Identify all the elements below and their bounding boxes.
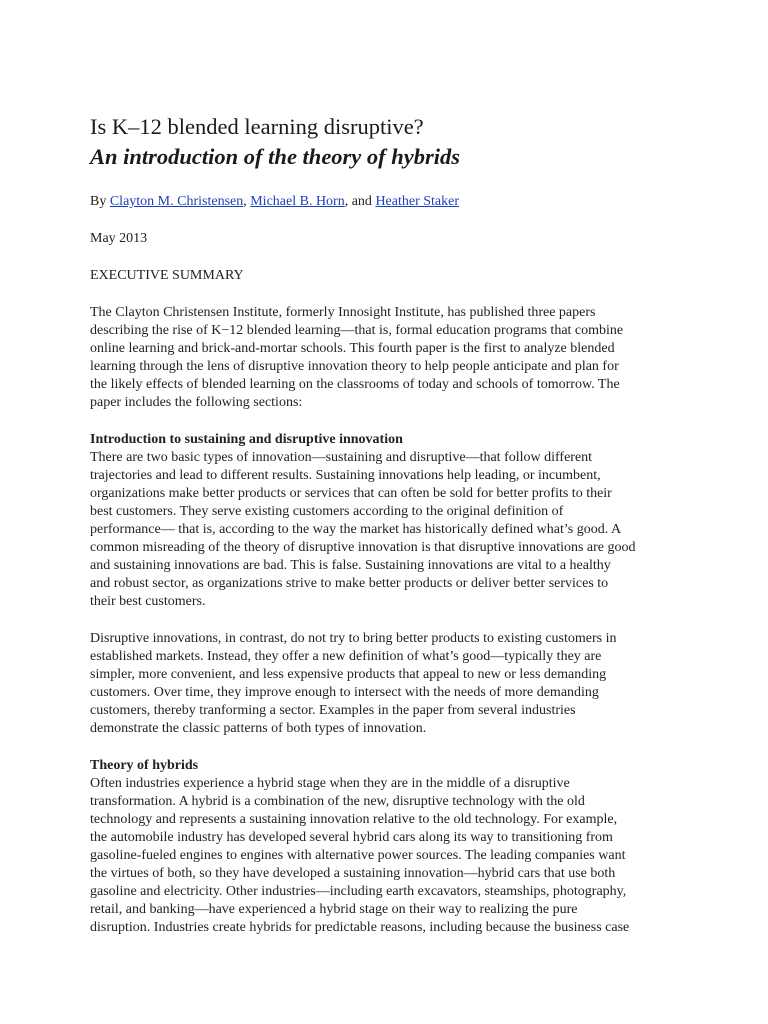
author-link-christensen[interactable]: Clayton M. Christensen [109,194,244,209]
text-line: online learning and brick-and-mortar schools. This fourth paper is the first to analyze blended [90,341,615,356]
byline-separator: , and [344,194,376,209]
text-line: disruption. Industries create hybrids for predictable reasons, including because the business case [90,920,630,935]
section-heading-sustaining-disruptive: Introduction to sustaining and disruptive innovation [90,432,403,447]
text-line: learning through the lens of disruptive innovation theory to help people anticipate and plan for [90,359,619,374]
text-line: the automobile industry has developed several hybrid cars along its way to transitioning from [90,830,613,845]
text-line: their best customers. [90,594,206,609]
text-line: performance— that is, according to the way the market has historically defined what’s good. A [90,522,622,537]
text-line: and robust sector, as organizations strive to make better products or deliver better services to [90,576,609,591]
byline-separator: , [243,194,251,209]
intro-paragraph [90,304,690,412]
text-line: common misreading of the theory of disruptive innovation is that disruptive innovations are good [90,540,636,555]
text-line: the likely effects of blended learning on the classrooms of today and schools of tomorrow. The [90,377,620,392]
text-line: Often industries experience a hybrid stage when they are in the middle of a disruptive [90,776,570,791]
text-line: gasoline-fueled engines to engines with alternative power sources. The leading companies want [90,848,626,863]
text-line: demonstrate the classic patterns of both types of innovation. [90,721,427,736]
byline-prefix: By [90,194,110,209]
page-subtitle: An introduction of the theory of hybrids [90,144,461,169]
text-line: gasoline and electricity. Other industries—including earth excavators, steamships, photography, [90,884,627,899]
text-line: organizations make better products or services that can often be sold for better profits to their [90,486,612,501]
section-heading-theory-of-hybrids: Theory of hybrids [90,758,199,773]
byline [90,193,690,211]
page-title: Is K–12 blended learning disruptive? [90,114,424,139]
text-line: and sustaining innovations are bad. This is false. Sustaining innovations are vital to a healthy [90,558,611,573]
publication-date: May 2013 [90,231,148,246]
text-line: Disruptive innovations, in contrast, do not try to bring better products to existing customers in [90,631,617,646]
author-link-horn[interactable]: Michael B. Horn [250,194,345,209]
text-line: The Clayton Christensen Institute, formerly Innosight Institute, has published three papers [90,305,596,320]
document-page [90,112,690,937]
text-line: describing the rise of K−12 blended learning—that is, formal education programs that combine [90,323,624,338]
text-line: best customers. They serve existing customers according to the original definition of [90,504,564,519]
text-line: technology and represents a sustaining innovation relative to the old technology. For example, [90,812,618,827]
section-label: EXECUTIVE SUMMARY [90,268,244,283]
body-paragraph [90,775,690,937]
text-line: the virtues of both, so they have developed a sustaining innovation—hybrid cars that use both [90,866,616,881]
text-line: simpler, more convenient, and less expensive products that appeal to new or less demanding [90,667,607,682]
text-line: paper includes the following sections: [90,395,303,410]
text-line: transformation. A hybrid is a combination of the new, disruptive technology with the old [90,794,585,809]
text-line: There are two basic types of innovation—sustaining and disruptive—that follow different [90,450,593,465]
text-line: customers. Over time, they improve enough to intersect with the needs of more demanding [90,685,599,700]
body-paragraph [90,630,690,738]
author-link-staker[interactable]: Heather Staker [375,194,460,209]
text-line: customers, thereby tranforming a sector. Examples in the paper from several industries [90,703,576,718]
text-line: established markets. Instead, they offer a new definition of what’s good—typically they are [90,649,602,664]
text-line: trajectories and lead to different results. Sustaining innovations help leading, or incumbent, [90,468,601,483]
body-paragraph [90,449,690,611]
text-line: retail, and banking—have experienced a hybrid stage on their way to realizing the pure [90,902,578,917]
